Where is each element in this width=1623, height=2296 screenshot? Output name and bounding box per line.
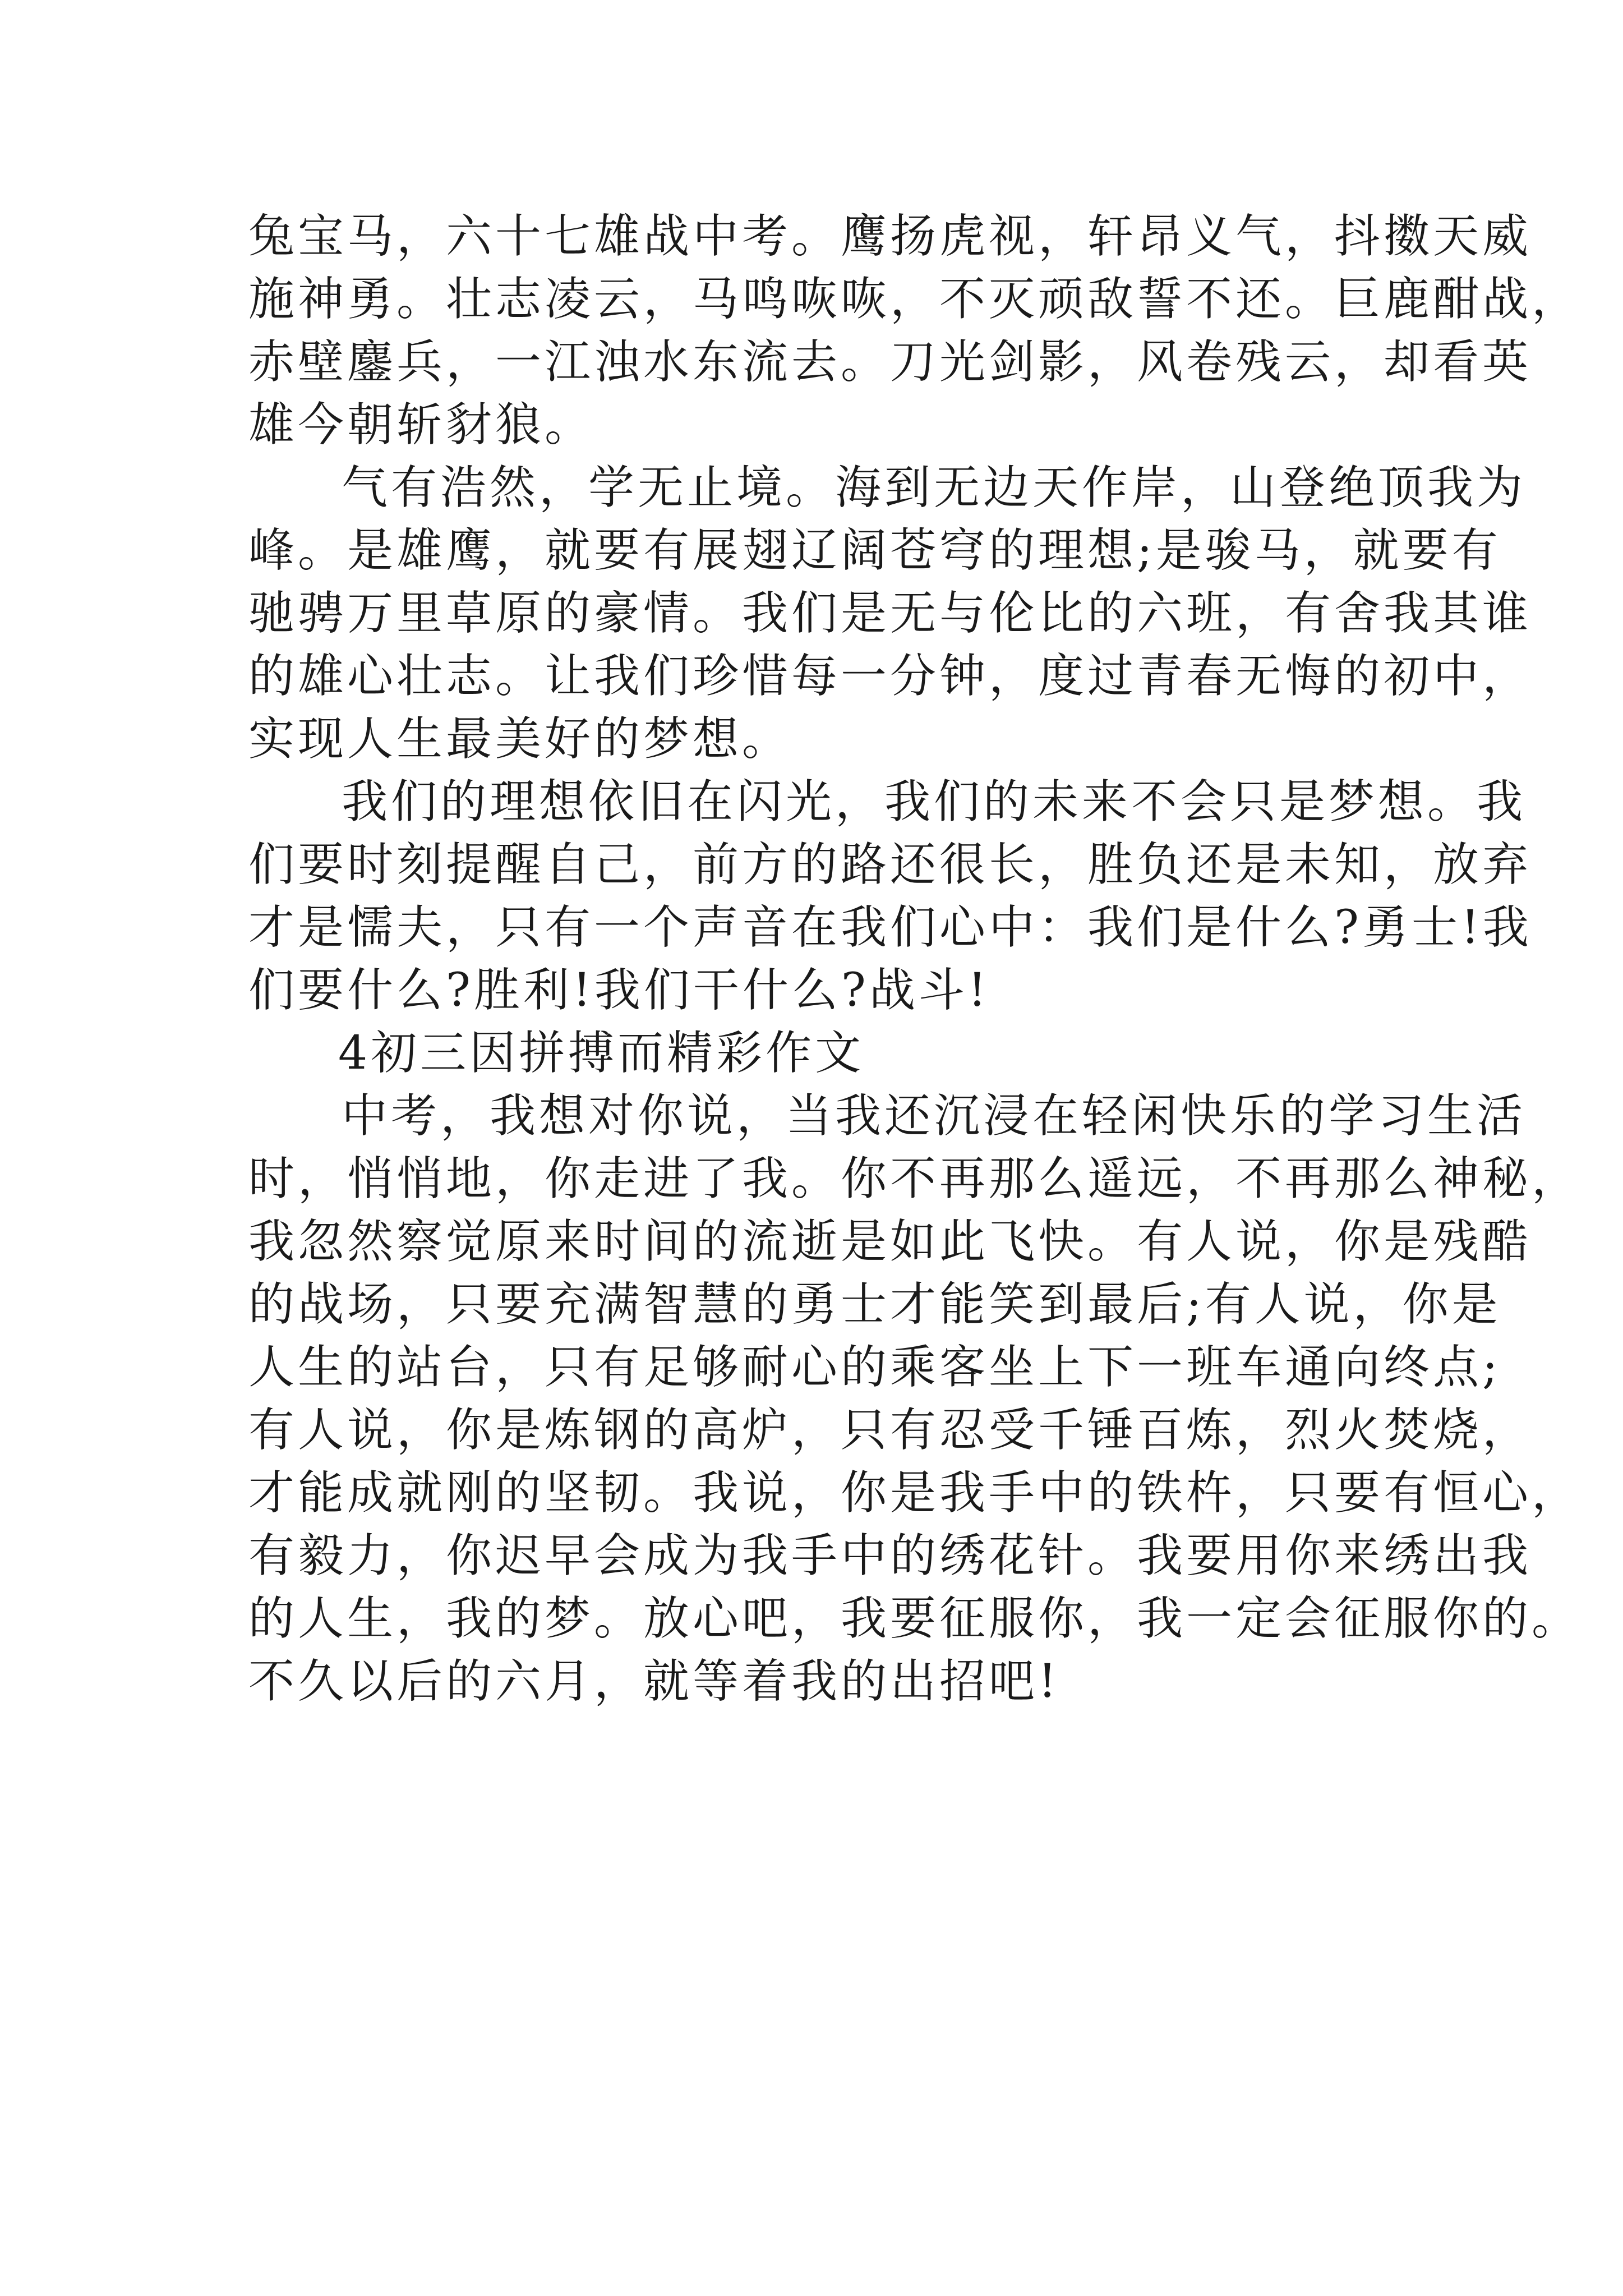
text-line: 兔宝马，六十七雄战中考。鹰扬虎视，轩昂义气，抖擞天威 bbox=[248, 210, 1532, 263]
text-line: 们要时刻提醒自己，前方的路还很长，胜负还是未知，放弃 bbox=[248, 838, 1532, 891]
text-line: 有人说，你是炼钢的高炉，只有忍受千锤百炼，烈火焚烧， bbox=[248, 1404, 1532, 1457]
text-line: 有毅力，你迟早会成为我手中的绣花针。我要用你来绣出我 bbox=[248, 1529, 1532, 1582]
text-line: 雄今朝斩豺狼。 bbox=[248, 398, 594, 452]
text-line: 的战场，只要充满智慧的勇士才能笑到最后;有人说，你是 bbox=[248, 1278, 1501, 1331]
text-line: 实现人生最美好的梦想。 bbox=[248, 712, 792, 766]
text-line: 们要什么?胜利!我们干什么?战斗! bbox=[248, 964, 990, 1017]
text-line: 时，悄悄地，你走进了我。你不再那么遥远，不再那么神秘， bbox=[248, 1152, 1581, 1205]
paragraph-first-line: 气有浩然，学无止境。海到无边天作岸，山登绝顶我为 bbox=[342, 461, 1527, 514]
text-line: 驰骋万里草原的豪情。我们是无与伦比的六班，有舍我其谁 bbox=[248, 587, 1532, 640]
text-line: 才能成就刚的坚韧。我说，你是我手中的铁杵，只要有恒心， bbox=[248, 1466, 1581, 1520]
text-line: 我忽然察觉原来时间的流逝是如此飞快。有人说，你是残酷 bbox=[248, 1215, 1532, 1268]
section-heading: 4初三因拼搏而精彩作文 bbox=[338, 1027, 865, 1080]
paragraph-first-line: 我们的理想依旧在闪光，我们的未来不会只是梦想。我 bbox=[342, 775, 1527, 829]
paragraph-first-line: 中考，我想对你说，当我还沉浸在轻闲快乐的学习生活 bbox=[342, 1089, 1527, 1143]
text-line: 峰。是雄鹰，就要有展翅辽阔苍穹的理想;是骏马，就要有 bbox=[248, 524, 1501, 577]
document-body bbox=[248, 205, 1581, 1713]
text-line: 才是懦夫，只有一个声音在我们心中：我们是什么?勇士!我 bbox=[248, 901, 1532, 954]
text-line: 的人生，我的梦。放心吧，我要征服你，我一定会征服你的。 bbox=[248, 1592, 1581, 1645]
text-line: 的雄心壮志。让我们珍惜每一分钟，度过青春无悔的初中， bbox=[248, 650, 1532, 703]
text-line: 不久以后的六月，就等着我的出招吧! bbox=[248, 1655, 1060, 1708]
text-line: 施神勇。壮志凌云，马鸣咴咴，不灭顽敌誓不还。巨鹿酣战， bbox=[248, 273, 1581, 326]
text-line: 赤壁鏖兵，一江浊水东流去。刀光剑影，风卷残云，却看英 bbox=[248, 335, 1532, 389]
text-line: 人生的站台，只有足够耐心的乘客坐上下一班车通向终点; bbox=[248, 1341, 1501, 1394]
